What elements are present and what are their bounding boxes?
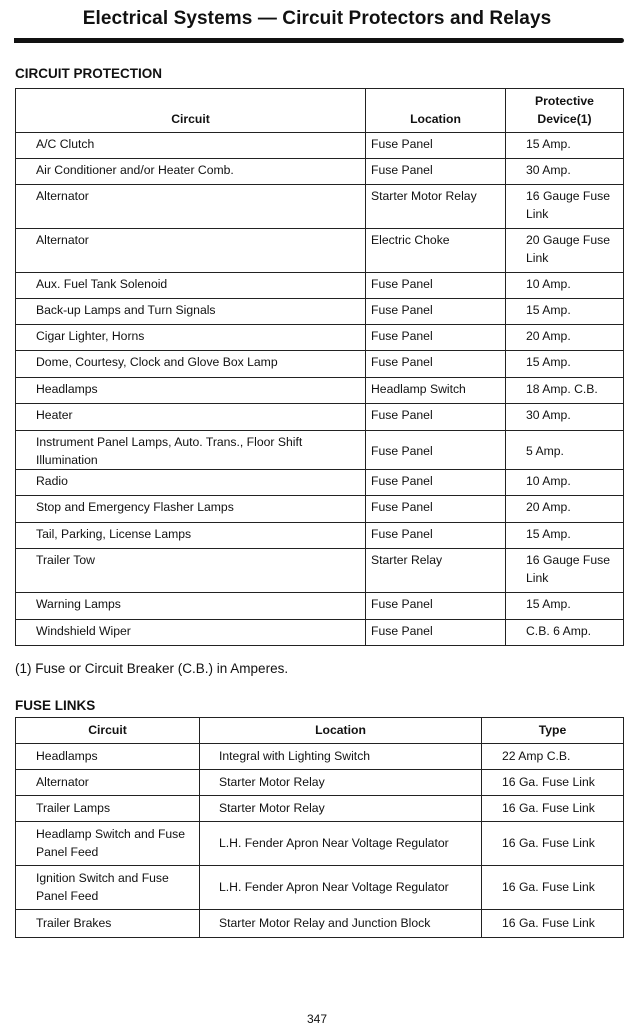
circuit-cell: Alternator xyxy=(16,185,366,229)
table-row xyxy=(16,351,624,378)
circuit-cell: Trailer Lamps xyxy=(16,796,200,822)
table-row xyxy=(16,593,624,620)
table-row xyxy=(16,496,624,523)
circuit-cell: Headlamps xyxy=(16,378,366,404)
table-row xyxy=(16,910,624,938)
circuit-cell: Alternator xyxy=(16,229,366,273)
circuit-cell: Dome, Courtesy, Clock and Glove Box Lamp xyxy=(16,351,366,378)
circuit-cell: Headlamps xyxy=(16,744,200,770)
device-cell: 10 Amp. xyxy=(506,470,624,496)
location-cell: Electric Choke xyxy=(366,229,506,273)
location-cell: Fuse Panel xyxy=(366,273,506,299)
circuit-cell: A/C Clutch xyxy=(16,133,366,159)
location-cell: Starter Motor Relay xyxy=(200,770,482,796)
device-cell: C.B. 6 Amp. xyxy=(506,620,624,646)
header-circuit: Circuit xyxy=(16,89,366,133)
circuit-cell: Aux. Fuel Tank Solenoid xyxy=(16,273,366,299)
circuit-protection-table xyxy=(15,88,624,646)
circuit-cell: Stop and Emergency Flasher Lamps xyxy=(16,496,366,523)
location-cell: L.H. Fender Apron Near Voltage Regulator xyxy=(200,866,482,910)
type-cell: 16 Ga. Fuse Link xyxy=(482,796,624,822)
device-cell: 15 Amp. xyxy=(506,593,624,620)
table-row xyxy=(16,229,624,273)
table-row xyxy=(16,796,624,822)
circuit-cell: Cigar Lighter, Horns xyxy=(16,325,366,351)
table-header-row xyxy=(16,89,624,133)
location-cell: Starter Motor Relay xyxy=(366,185,506,229)
location-cell: Fuse Panel xyxy=(366,496,506,523)
table-row xyxy=(16,523,624,549)
device-cell: 30 Amp. xyxy=(506,159,624,185)
device-cell: 15 Amp. xyxy=(506,133,624,159)
location-cell: L.H. Fender Apron Near Voltage Regulator xyxy=(200,822,482,866)
location-cell: Fuse Panel xyxy=(366,351,506,378)
location-cell: Fuse Panel xyxy=(366,431,506,470)
circuit-protection-heading: CIRCUIT PROTECTION xyxy=(15,66,162,81)
location-cell: Fuse Panel xyxy=(366,593,506,620)
location-cell: Headlamp Switch xyxy=(366,378,506,404)
device-cell: 20 Gauge Fuse Link xyxy=(506,229,624,273)
table-row xyxy=(16,325,624,351)
device-cell: 15 Amp. xyxy=(506,523,624,549)
location-cell: Fuse Panel xyxy=(366,620,506,646)
table-row xyxy=(16,866,624,910)
device-cell: 20 Amp. xyxy=(506,496,624,523)
table-row xyxy=(16,770,624,796)
header-type: Type xyxy=(482,718,624,744)
location-cell: Fuse Panel xyxy=(366,159,506,185)
circuit-cell: Tail, Parking, License Lamps xyxy=(16,523,366,549)
type-cell: 16 Ga. Fuse Link xyxy=(482,910,624,938)
header-device-line1: Protective xyxy=(535,94,594,108)
device-cell: 20 Amp. xyxy=(506,325,624,351)
location-cell: Integral with Lighting Switch xyxy=(200,744,482,770)
table-row xyxy=(16,549,624,593)
location-cell: Fuse Panel xyxy=(366,470,506,496)
location-cell: Starter Motor Relay and Junction Block xyxy=(200,910,482,938)
circuit-cell: Trailer Brakes xyxy=(16,910,200,938)
header-device-line2: Device(1) xyxy=(537,111,592,126)
circuit-cell: Trailer Tow xyxy=(16,549,366,593)
page-number: 347 xyxy=(306,1012,328,1026)
location-cell: Fuse Panel xyxy=(366,404,506,431)
fuse-links-rows xyxy=(16,744,624,938)
device-cell: 5 Amp. xyxy=(506,431,624,470)
circuit-cell: Back-up Lamps and Turn Signals xyxy=(16,299,366,325)
location-cell: Fuse Panel xyxy=(366,299,506,325)
table-header-row xyxy=(16,718,624,744)
device-cell: 18 Amp. C.B. xyxy=(506,378,624,404)
device-cell: 16 Gauge Fuse Link xyxy=(506,185,624,229)
circuit-cell: Air Conditioner and/or Heater Comb. xyxy=(16,159,366,185)
footnote: (1) Fuse or Circuit Breaker (C.B.) in Amperes. xyxy=(15,661,289,676)
type-cell: 16 Ga. Fuse Link xyxy=(482,770,624,796)
device-cell: 16 Gauge Fuse Link xyxy=(506,549,624,593)
header-circuit: Circuit xyxy=(16,718,200,744)
circuit-cell: Warning Lamps xyxy=(16,593,366,620)
table-row xyxy=(16,822,624,866)
table-row xyxy=(16,185,624,229)
device-cell: 10 Amp. xyxy=(506,273,624,299)
table-row xyxy=(16,404,624,431)
circuit-cell: Alternator xyxy=(16,770,200,796)
table-row xyxy=(16,273,624,299)
location-cell: Fuse Panel xyxy=(366,133,506,159)
location-cell: Starter Relay xyxy=(366,549,506,593)
table-row xyxy=(16,378,624,404)
header-location: Location xyxy=(200,718,482,744)
circuit-cell: Radio xyxy=(16,470,366,496)
fuse-links-table xyxy=(15,717,624,938)
table-row xyxy=(16,470,624,496)
circuit-cell: Heater xyxy=(16,404,366,431)
header-protective-device xyxy=(506,89,624,133)
table-row xyxy=(16,133,624,159)
type-cell: 22 Amp C.B. xyxy=(482,744,624,770)
page-title: Electrical Systems — Circuit Protectors and Relays xyxy=(82,8,552,29)
device-cell: 30 Amp. xyxy=(506,404,624,431)
location-cell: Fuse Panel xyxy=(366,523,506,549)
table-row xyxy=(16,159,624,185)
circuit-cell: Windshield Wiper xyxy=(16,620,366,646)
header-location: Location xyxy=(366,89,506,133)
title-rule xyxy=(14,38,624,43)
table-row xyxy=(16,744,624,770)
table-row xyxy=(16,620,624,646)
fuse-links-heading: FUSE LINKS xyxy=(15,698,96,713)
circuit-cell: Instrument Panel Lamps, Auto. Trans., Floor Shift Illumination xyxy=(16,431,366,470)
location-cell: Fuse Panel xyxy=(366,325,506,351)
location-cell: Starter Motor Relay xyxy=(200,796,482,822)
circuit-cell: Headlamp Switch and Fuse Panel Feed xyxy=(16,822,200,866)
type-cell: 16 Ga. Fuse Link xyxy=(482,822,624,866)
device-cell: 15 Amp. xyxy=(506,351,624,378)
circuit-protection-rows xyxy=(16,133,624,646)
table-row xyxy=(16,299,624,325)
type-cell: 16 Ga. Fuse Link xyxy=(482,866,624,910)
table-row xyxy=(16,431,624,470)
circuit-cell: Ignition Switch and Fuse Panel Feed xyxy=(16,866,200,910)
device-cell: 15 Amp. xyxy=(506,299,624,325)
